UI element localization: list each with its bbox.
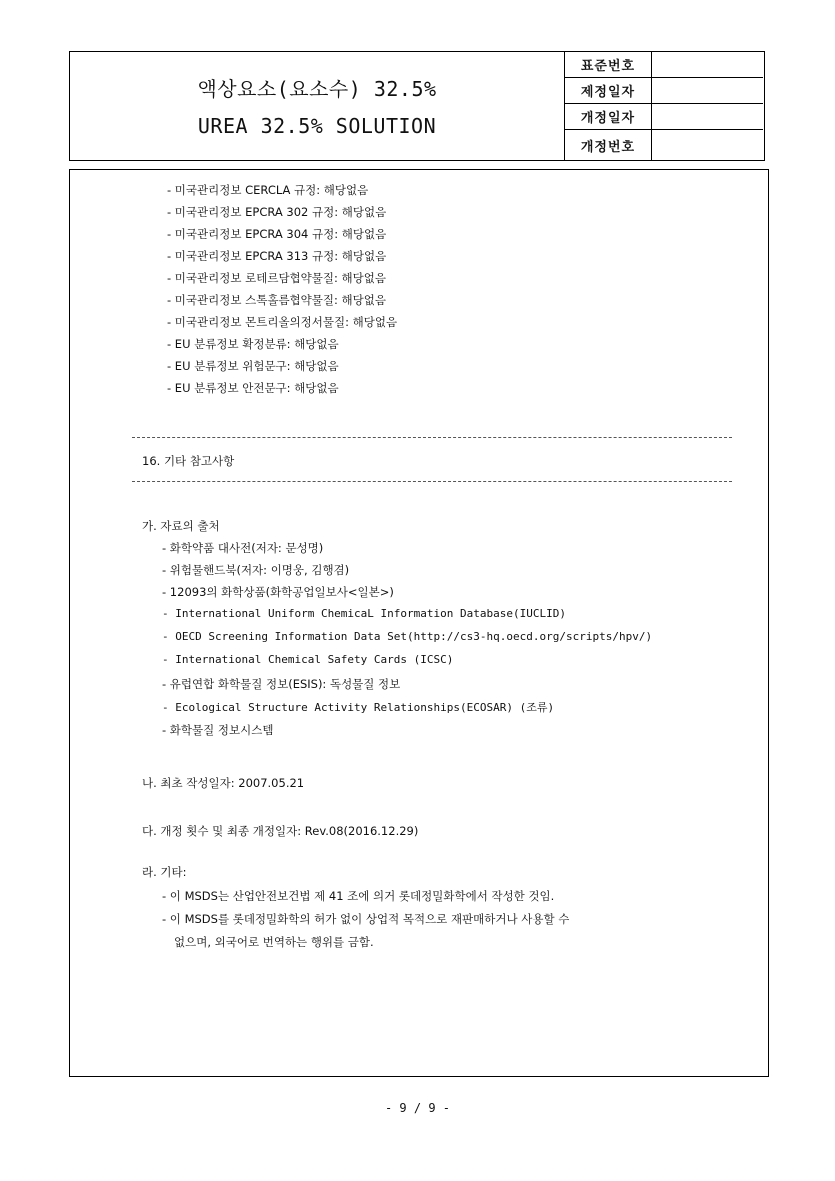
meta-row xyxy=(565,104,764,130)
source-item: - 유럽연합 화학물질 정보(ESIS): 독성물질 정보 xyxy=(162,677,401,691)
regulation-item: - EU 분류정보 안전문구: 해당없음 xyxy=(167,381,339,395)
meta-value-revision-number xyxy=(652,130,764,162)
source-item: - 위험물핸드북(저자: 이명웅, 김행겸) xyxy=(162,563,350,577)
section-divider xyxy=(132,481,732,482)
regulation-item: - 미국관리정보 몬트리올의정서물질: 해당없음 xyxy=(167,315,398,329)
regulation-item: - 미국관리정보 로테르담협약물질: 해당없음 xyxy=(167,271,386,285)
regulation-item: - EU 분류정보 위험문구: 해당없음 xyxy=(167,359,339,373)
sources-label: 가. 자료의 출처 xyxy=(142,519,220,533)
meta-row xyxy=(565,52,764,78)
revision-info: 다. 개정 횟수 및 최종 개정일자: Rev.08(2016.12.29) xyxy=(142,824,419,838)
section16-heading: 16. 기타 참고사항 xyxy=(142,454,235,468)
title-english: UREA 32.5% SOLUTION xyxy=(197,114,437,138)
source-item: - OECD Screening Information Data Set(http://cs3-hq.oecd.org/scripts/hpv/) xyxy=(162,630,653,643)
meta-value-standard-number xyxy=(652,52,764,78)
note-item: - 이 MSDS는 산업안전보건법 제 41 조에 의거 롯데정밀화학에서 작성한 것임. xyxy=(162,889,555,903)
other-label: 라. 기타: xyxy=(142,865,187,879)
regulation-item: - 미국관리정보 EPCRA 304 규정: 해당없음 xyxy=(167,227,387,241)
meta-label-revision-date: 개정일자 xyxy=(565,104,652,130)
source-item: - 화학약품 대사전(저자: 문성명) xyxy=(162,541,324,555)
meta-value-established-date xyxy=(652,78,764,104)
source-item: - 화학물질 정보시스템 xyxy=(162,723,274,737)
regulation-item: - 미국관리정보 스톡홀름협약물질: 해당없음 xyxy=(167,293,386,307)
title-block xyxy=(70,52,564,159)
regulation-item: - EU 분류정보 확정분류: 해당없음 xyxy=(167,337,339,351)
meta-row xyxy=(565,130,764,162)
regulation-item: - 미국관리정보 EPCRA 302 규정: 해당없음 xyxy=(167,205,387,219)
document-body xyxy=(69,169,769,1077)
source-item: - International Uniform ChemicaL Information Database(IUCLID) xyxy=(162,607,566,620)
meta-label-standard-number: 표준번호 xyxy=(565,52,652,78)
page-number: - 9 / 9 - xyxy=(384,1101,451,1115)
note-item: - 이 MSDS를 롯데정밀화학의 허가 없이 상업적 목적으로 재판매하거나 사용할 수 xyxy=(162,912,570,926)
meta-value-revision-date xyxy=(652,104,764,130)
regulation-item: - 미국관리정보 CERCLA 규정: 해당없음 xyxy=(167,183,369,197)
source-item: - International Chemical Safety Cards (ICSC) xyxy=(162,653,454,666)
first-written-date: 나. 최초 작성일자: 2007.05.21 xyxy=(142,776,305,790)
source-item: - 12093의 화학상품(화학공업일보사<일본>) xyxy=(162,585,394,599)
regulation-item: - 미국관리정보 EPCRA 313 규정: 해당없음 xyxy=(167,249,387,263)
document-header xyxy=(69,51,765,161)
section-divider xyxy=(132,437,732,438)
meta-row xyxy=(565,78,764,104)
meta-label-revision-number: 개정번호 xyxy=(565,130,652,162)
title-korean: 액상요소(요소수) 32.5% xyxy=(197,77,437,101)
note-item-continued: 없으며, 외국어로 번역하는 행위를 금함. xyxy=(174,935,374,949)
source-item: - Ecological Structure Activity Relationships(ECOSAR) (조류) xyxy=(162,701,555,714)
document-meta-table xyxy=(564,52,763,161)
meta-label-established-date: 제정일자 xyxy=(565,78,652,104)
